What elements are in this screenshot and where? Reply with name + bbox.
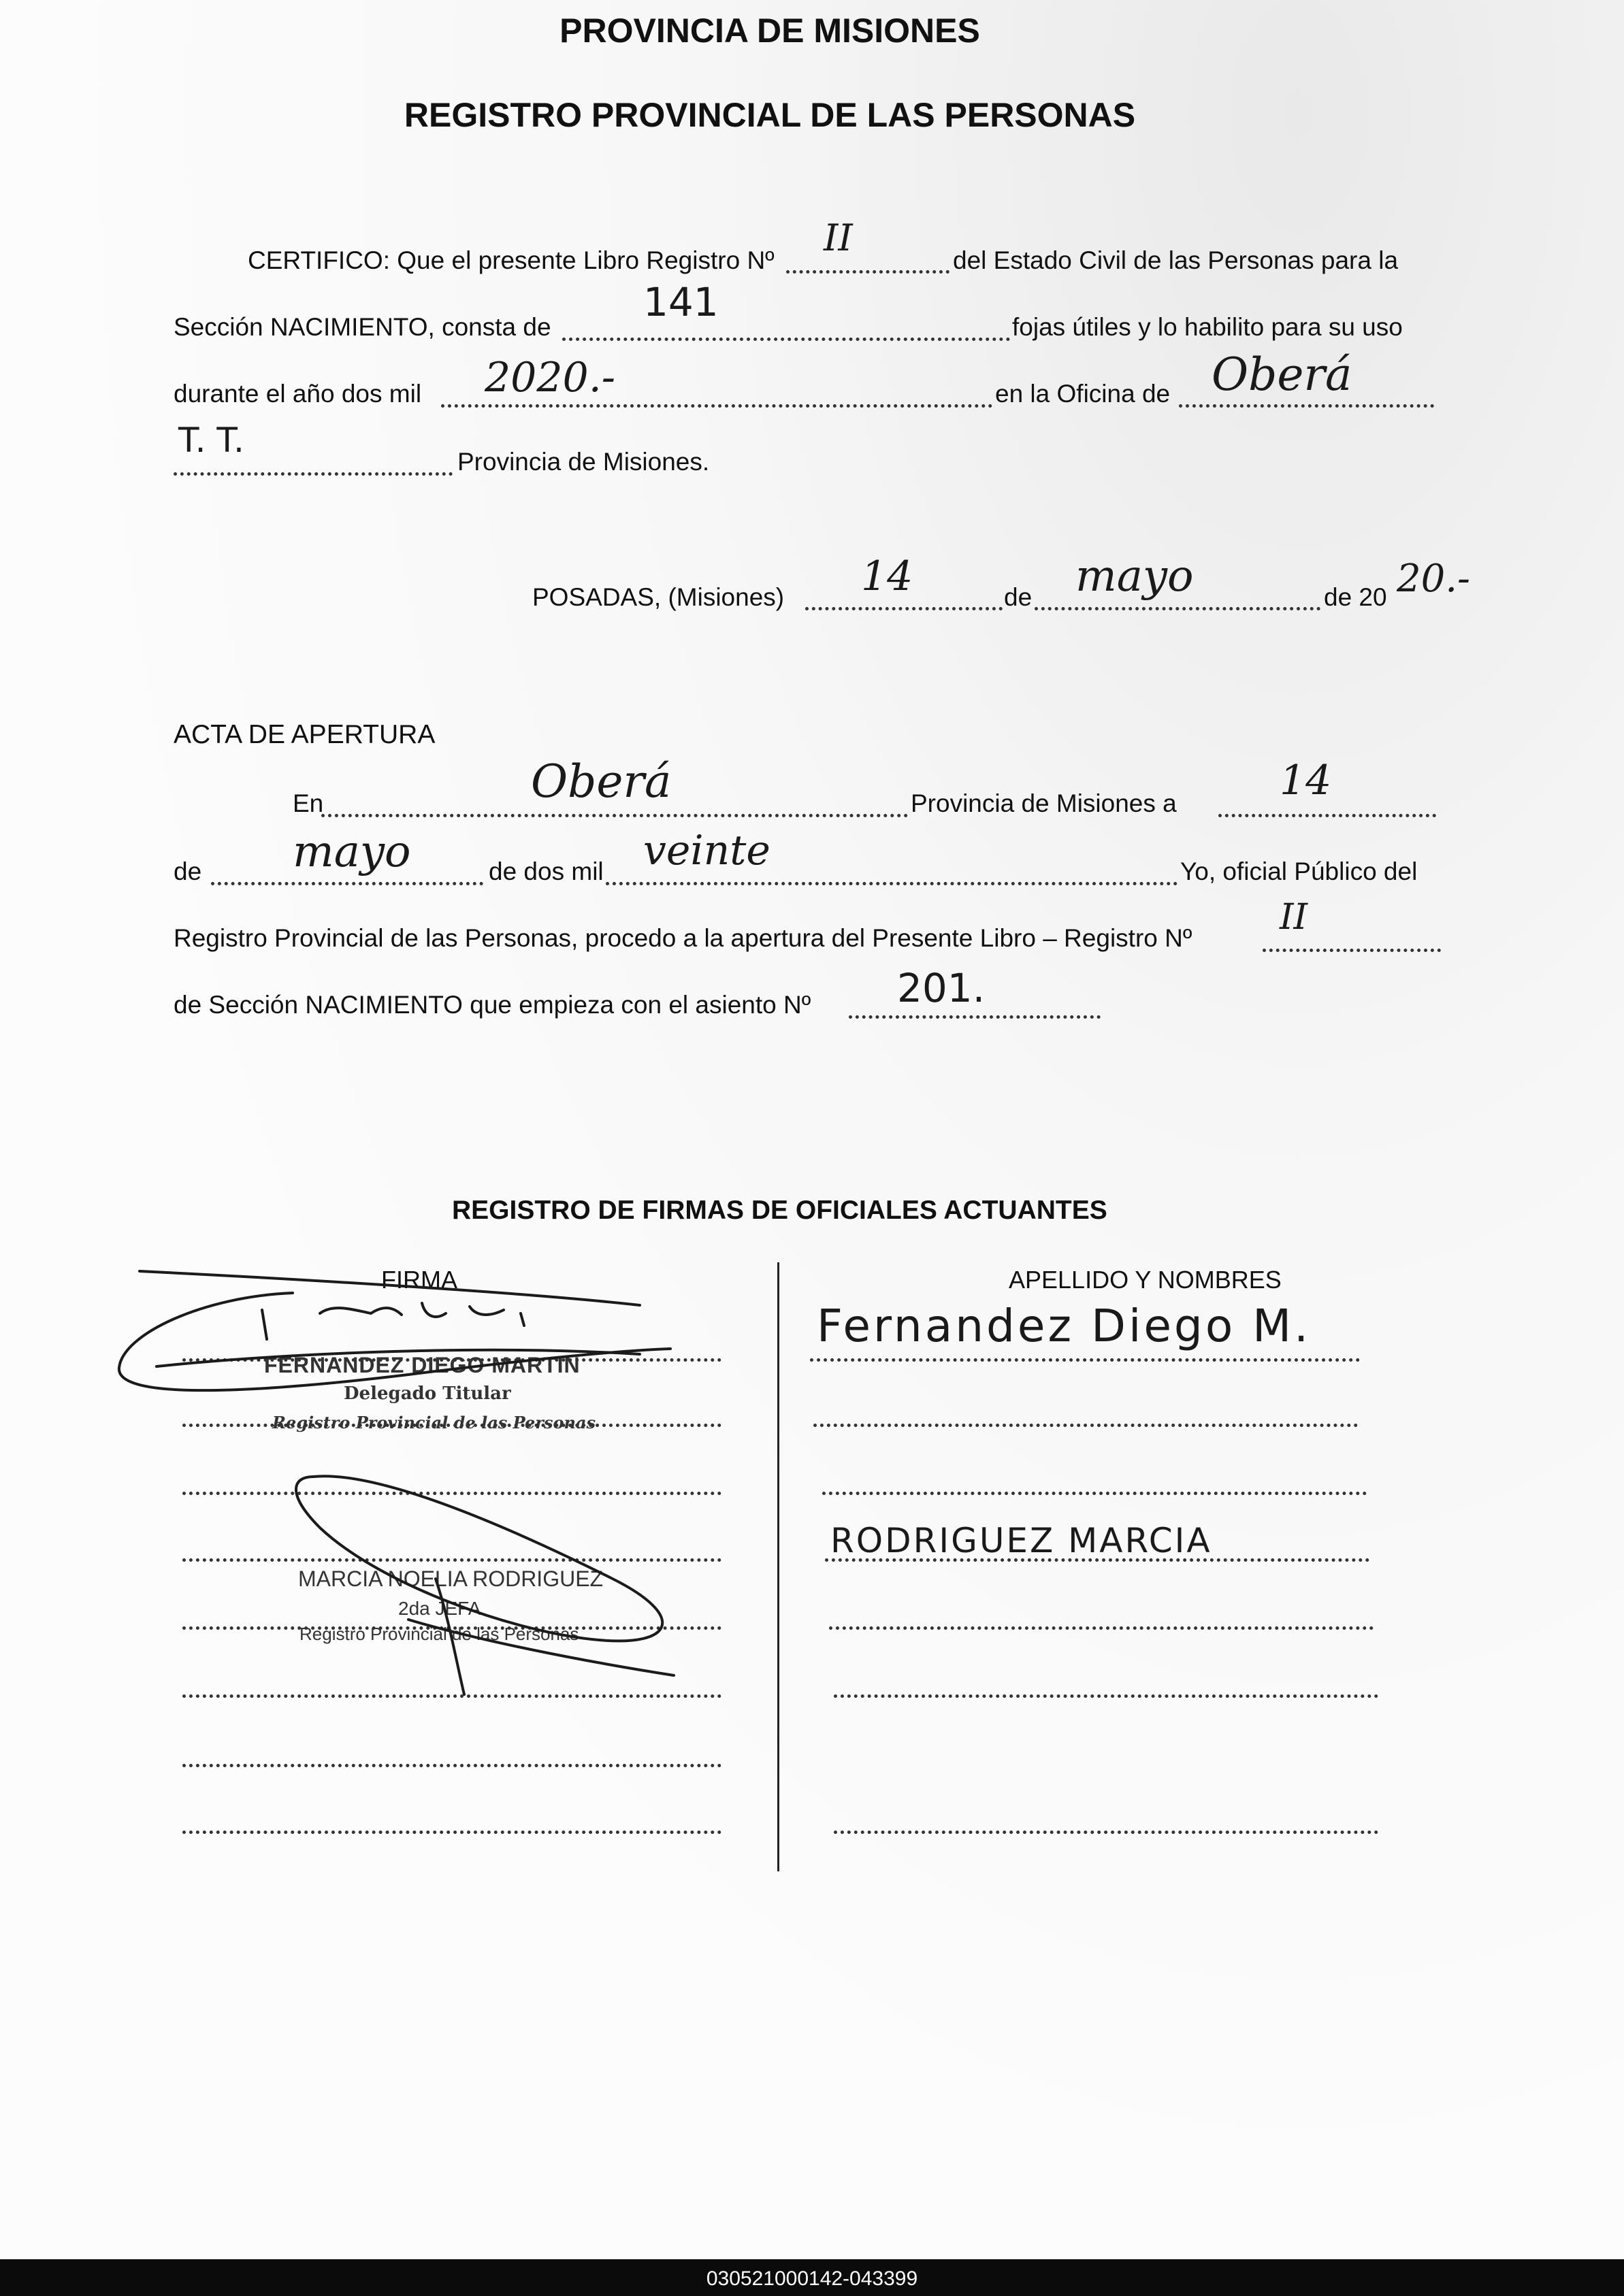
handwritten-name-2: RODRIGUEZ MARCIA bbox=[830, 1521, 1212, 1560]
cert-line3-b: en la Oficina de bbox=[995, 380, 1171, 408]
handwritten-acta-month: mayo bbox=[293, 827, 411, 877]
handwritten-fojas: 141 bbox=[643, 279, 719, 325]
handwritten-oficina: Oberá bbox=[1212, 348, 1352, 401]
document-id: 030521000142-043399 bbox=[706, 2267, 918, 2290]
handwritten-year-suffix: 20.- bbox=[1397, 557, 1470, 601]
signatures-title: REGISTRO DE FIRMAS DE OFICIALES ACTUANTES bbox=[452, 1196, 1107, 1225]
acta-prov: Provincia de Misiones a bbox=[911, 789, 1177, 817]
acta-dos-mil: de dos mil bbox=[489, 857, 604, 885]
handwritten-asiento: 201. bbox=[897, 965, 986, 1011]
stamp1-role: Delegado Titular bbox=[344, 1383, 511, 1404]
stamp2-role: 2da JEFA bbox=[398, 1598, 481, 1619]
acta-line3: Registro Provincial de las Personas, procedo a la apertura del Presente Libro – Registro Nº bbox=[174, 924, 1192, 952]
handwritten-month: mayo bbox=[1075, 551, 1194, 602]
col-firma-label: FIRMA bbox=[381, 1266, 457, 1294]
registry-heading: REGISTRO PROVINCIAL DE LAS PERSONAS bbox=[404, 96, 1136, 134]
handwritten-acta-day: 14 bbox=[1280, 757, 1332, 804]
handwritten-name-1: Fernandez Diego M. bbox=[817, 1300, 1312, 1352]
date-place: POSADAS, (Misiones) bbox=[532, 583, 785, 611]
date-de-2: de 20 bbox=[1324, 583, 1387, 611]
cert-line1-b: del Estado Civil de las Personas para la bbox=[953, 246, 1399, 274]
handwritten-acta-place: Oberá bbox=[531, 755, 672, 808]
handwritten-oficina-cont: T. T. bbox=[178, 421, 244, 460]
acta-de: de bbox=[174, 857, 202, 885]
cert-line4: Provincia de Misiones. bbox=[457, 448, 710, 476]
stamp2-org: Registro Provincial de las Personas bbox=[299, 1624, 579, 1644]
cert-line1-a: CERTIFICO: Que el presente Libro Registro Nº bbox=[248, 246, 775, 274]
province-heading: PROVINCIA DE MISIONES bbox=[559, 12, 980, 50]
cert-line2-a: Sección NACIMIENTO, consta de bbox=[174, 313, 551, 341]
date-de-1: de bbox=[1004, 583, 1033, 611]
stamp1-org: Registro Provincial de las Personas bbox=[272, 1413, 596, 1432]
cert-line3-a: durante el año dos mil bbox=[174, 380, 422, 408]
acta-oficial: Yo, oficial Público del bbox=[1180, 857, 1418, 885]
acta-title: ACTA DE APERTURA bbox=[174, 720, 436, 749]
handwritten-year: 2020.- bbox=[485, 354, 616, 401]
col-nombres-label: APELLIDO Y NOMBRES bbox=[1009, 1266, 1282, 1294]
handwritten-acta-year: veinte bbox=[643, 827, 770, 874]
acta-en: En bbox=[293, 789, 324, 817]
handwritten-acta-libro: II bbox=[1280, 897, 1308, 938]
handwritten-day: 14 bbox=[861, 553, 913, 600]
acta-line4: de Sección NACIMIENTO que empieza con el asiento Nº bbox=[174, 991, 811, 1019]
cert-line2-b: fojas útiles y lo habilito para su uso bbox=[1012, 313, 1403, 341]
handwritten-libro-no: II bbox=[824, 216, 853, 259]
stamp2-name: MARCIA NOELIA RODRIGUEZ bbox=[298, 1567, 604, 1591]
stamp1-name: FERNANDEZ DIEGO MARTIN bbox=[264, 1353, 581, 1377]
